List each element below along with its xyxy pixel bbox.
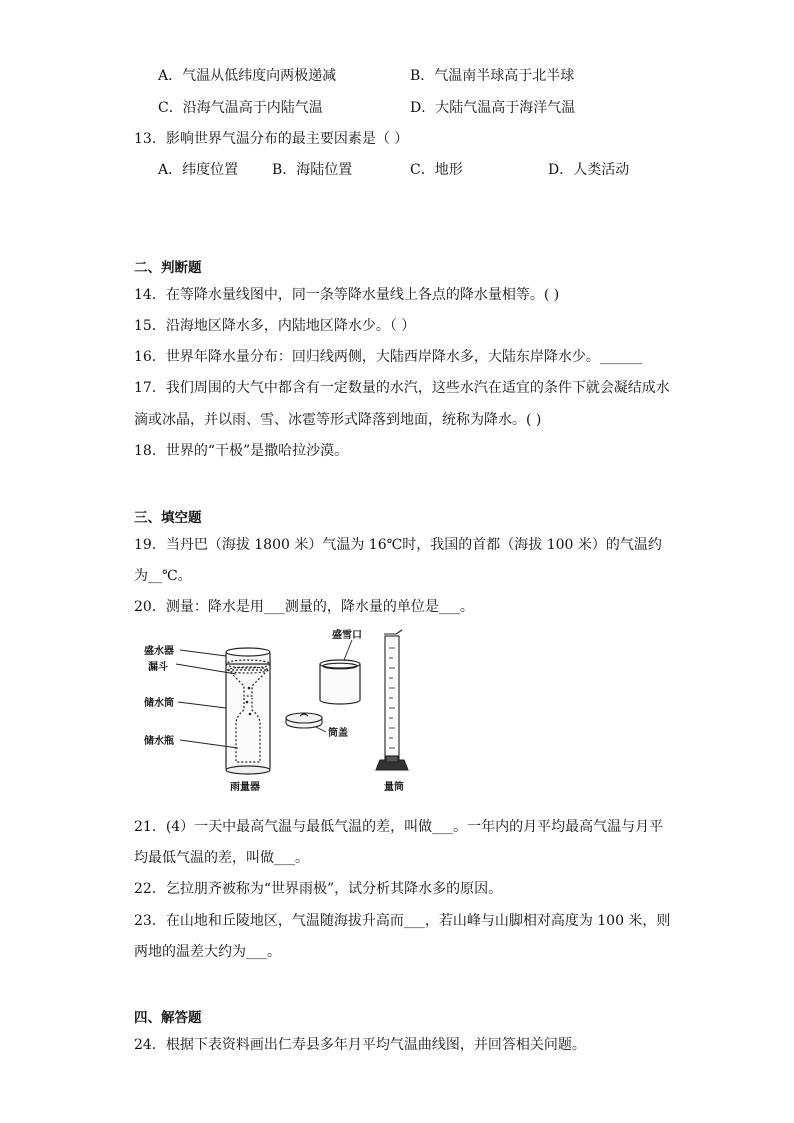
q13-stem: 13．影响世界气温分布的最主要因素是（ ） [134,131,409,147]
snow-cylinder-icon [320,660,360,704]
q21-line-2: 均最低气温的差，叫做___。 [134,850,309,866]
section-3-title: 三、填空题 [134,510,202,526]
q13-option-d: D．人类活动 [548,162,630,178]
label-rain-gauge: 雨量器 [230,782,260,793]
rain-gauge-figure [140,624,440,796]
rain-gauge-diagram [140,624,440,796]
q19-line-2: 为__℃。 [134,568,192,584]
q21-line-1: 21．(4）一天中最高气温与最低气温的差，叫做___。一年内的月平均最高气温与月平 [134,819,664,835]
q24: 24．根据下表资料画出仁寿县多年月平均气温曲线图，并回答相关问题。 [134,1037,586,1053]
label-storage-tube: 储水筒 [144,698,174,709]
q17-line-1: 17．我们周围的大气中都含有一定数量的水汽，这些水汽在适宜的条件下就会凝结成水 [134,380,670,396]
lid-icon [286,713,322,728]
q23-line-1: 23．在山地和丘陵地区，气温随海拔升高而___，若山峰与山脚相对高度为 100 米，则 [134,913,671,929]
q23-line-2: 两地的温差大约为___。 [134,944,281,960]
q19-line-1: 19．当丹巴（海拔 1800 米）气温为 16℃时，我国的首都（海拔 100 米）的气温约 [134,537,662,553]
label-cylinder: 量筒 [384,782,404,793]
q15: 15．沿海地区降水多，内陆地区降水少。（ ） [134,318,416,334]
label-snow-mouth: 盛雪口 [332,630,362,641]
q18: 18．世界的“干极”是撒哈拉沙漠。 [134,443,349,459]
measuring-cylinder-icon [376,630,408,770]
section-2-title: 二、判断题 [134,260,202,276]
q12-option-b: B．气温南半球高于北半球 [410,68,575,84]
q16: 16．世界年降水量分布：回归线两侧，大陆西岸降水多，大陆东岸降水少。______ [134,349,642,365]
q14: 14．在等降水量线图中，同一条等降水量线上各点的降水量相等。( ) [134,287,560,303]
q12-option-a: A．气温从低纬度向两极递减 [158,68,337,84]
q13-option-b: B．海陆位置 [272,162,353,178]
label-funnel: 漏斗 [148,662,168,673]
label-storage-bottle: 储水瓶 [144,736,174,747]
section-4-title: 四、解答题 [134,1010,202,1026]
q17-line-2: 滴或冰晶，并以雨、雪、冰雹等形式降落到地面，统称为降水。( ) [134,412,542,428]
label-lid: 筒盖 [328,728,348,739]
q13-option-c: C．地形 [410,162,463,178]
label-water-collector: 盛水器 [144,646,174,657]
q12-option-d: D．大陆气温高于海洋气温 [410,100,576,116]
rain-gauge-icon [226,648,270,774]
q13-option-a: A．纬度位置 [158,162,239,178]
q20: 20．测量：降水是用___测量的，降水量的单位是___。 [134,599,474,615]
q12-option-c: C．沿海气温高于内陆气温 [158,100,323,116]
q22: 22．乞拉朋齐被称为“世界雨极”，试分析其降水多的原因。 [134,881,503,897]
